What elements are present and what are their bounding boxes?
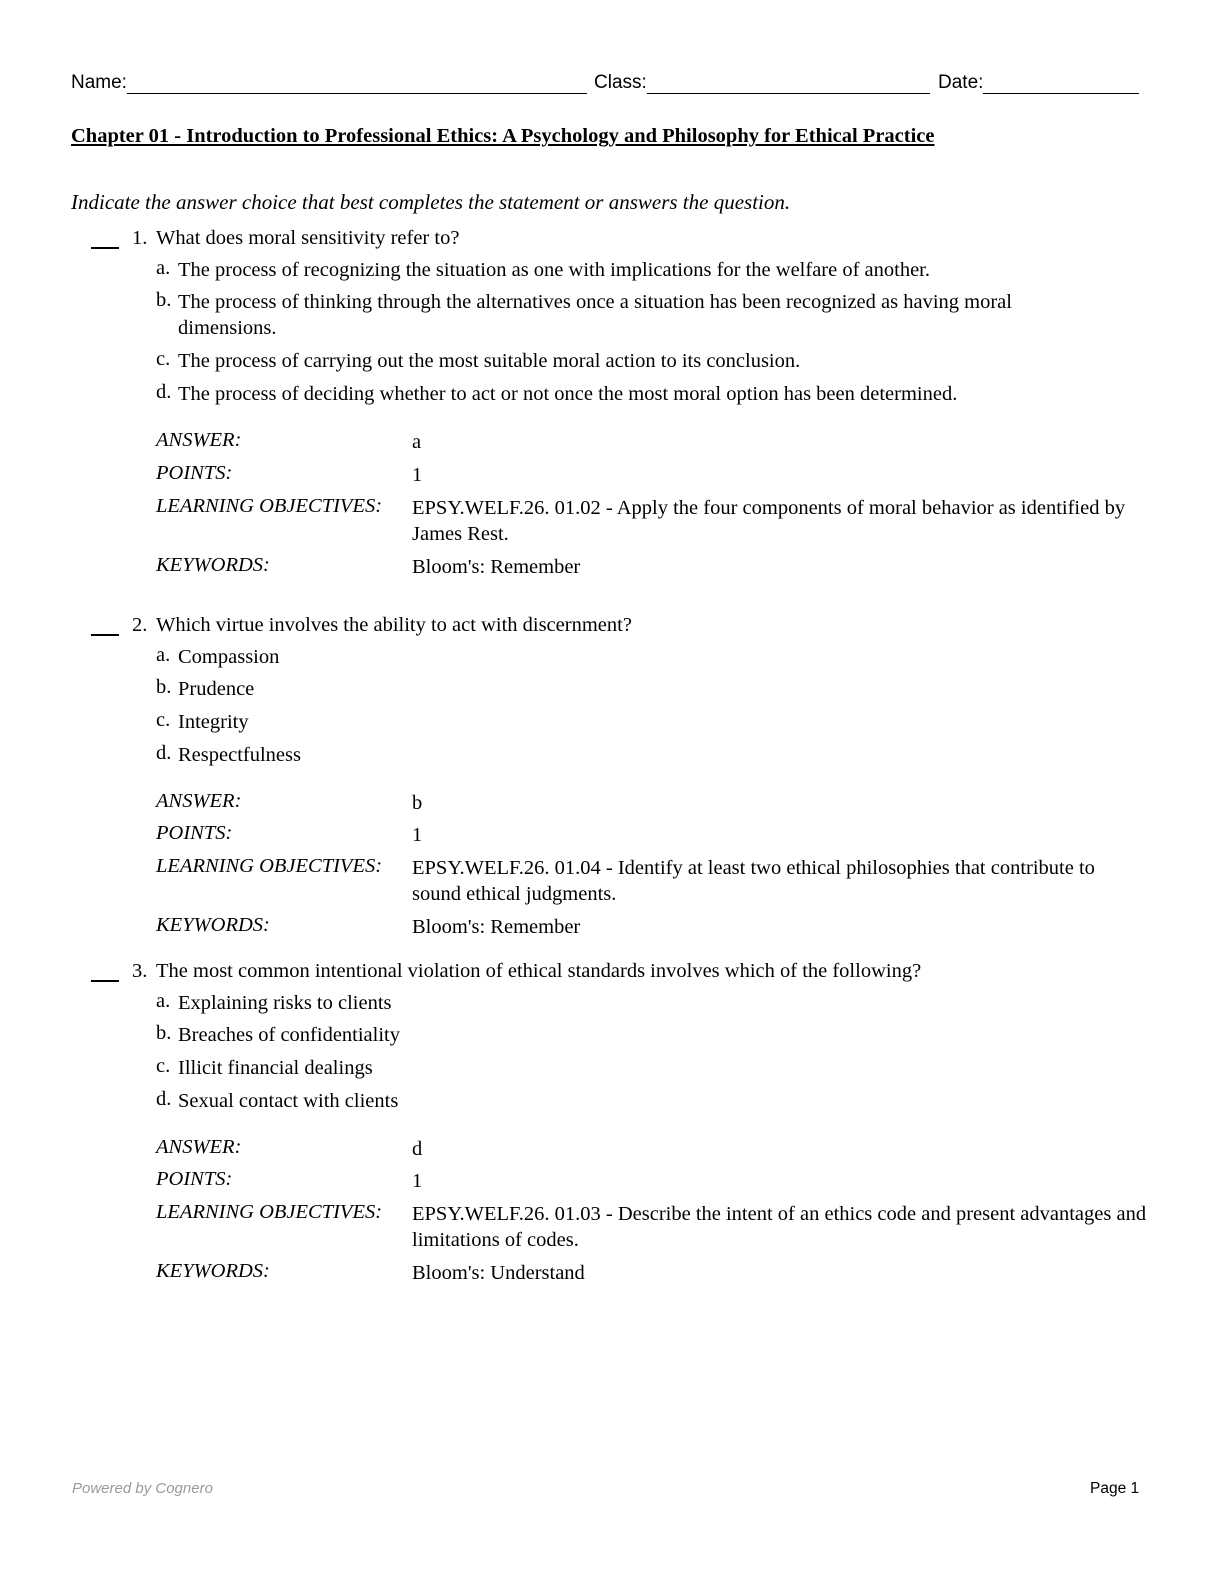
answer-label: ANSWER: xyxy=(156,790,242,812)
learning-objectives-label: LEARNING OBJECTIVES: xyxy=(156,855,383,877)
choice-letter: d. xyxy=(156,381,172,403)
page-number: Page 1 xyxy=(1090,1480,1140,1497)
choice-text: Prudence xyxy=(178,678,255,700)
choice-letter: c. xyxy=(156,1055,171,1077)
choice-text: The process of recognizing the situation as one with implications for the welfare of another. xyxy=(178,259,931,281)
keywords-label: KEYWORDS: xyxy=(156,554,270,576)
choice-letter: d. xyxy=(156,742,172,764)
points-value: 1 xyxy=(412,1170,423,1192)
choice-letter: b. xyxy=(156,1022,172,1044)
class-blank xyxy=(647,73,930,94)
question-text: What does moral sensitivity refer to? xyxy=(156,227,460,249)
points-value: 1 xyxy=(412,464,423,486)
keywords-label: KEYWORDS: xyxy=(156,1260,270,1282)
choice-letter: b. xyxy=(156,289,172,311)
choice-letter: a. xyxy=(156,257,171,279)
points-label: POINTS: xyxy=(156,1168,233,1190)
choice-letter: d. xyxy=(156,1088,172,1110)
choice-letter: c. xyxy=(156,709,171,731)
student-info-header xyxy=(71,72,1141,98)
learning-objectives-value: EPSY.WELF.26. 01.02 - Apply the four components of moral behavior as identified by James Rest. xyxy=(412,497,1126,545)
keywords-value: Bloom's: Remember xyxy=(412,916,581,938)
name-field xyxy=(71,72,587,94)
keywords-label: KEYWORDS: xyxy=(156,914,270,936)
chapter-title: Chapter 01 - Introduction to Professional Ethics: A Psychology and Philosophy for Ethical Practice xyxy=(71,125,935,147)
powered-by-footer: Powered by Cognero xyxy=(72,1480,213,1497)
instructions: Indicate the answer choice that best completes the statement or answers the question. xyxy=(71,190,791,214)
choice-text: Illicit financial dealings xyxy=(178,1057,373,1079)
answer-value: b xyxy=(412,792,423,814)
date-field xyxy=(938,72,1139,94)
question-text: The most common intentional violation of ethical standards involves which of the following? xyxy=(156,960,922,982)
choice-text: The process of deciding whether to act or not once the most moral option has been determined. xyxy=(178,383,958,405)
date-label: Date: xyxy=(938,72,984,93)
choice-letter: c. xyxy=(156,348,171,370)
learning-objectives-value: EPSY.WELF.26. 01.04 - Identify at least two ethical philosophies that contribute to sound ethical judgments. xyxy=(412,857,1095,905)
points-value: 1 xyxy=(412,824,423,846)
answer-value: a xyxy=(412,431,422,453)
answer-label: ANSWER: xyxy=(156,1136,242,1158)
choice-text: Sexual contact with clients xyxy=(178,1090,399,1112)
choice-text: The process of carrying out the most suitable moral action to its conclusion. xyxy=(178,350,801,372)
name-label: Name: xyxy=(71,72,127,93)
answer-value: d xyxy=(412,1138,423,1160)
learning-objectives-label: LEARNING OBJECTIVES: xyxy=(156,495,383,517)
question-number: 3. xyxy=(132,960,148,982)
learning-objectives-value: EPSY.WELF.26. 01.03 - Describe the intent of an ethics code and present advantages and limitations of codes. xyxy=(412,1203,1147,1251)
keywords-value: Bloom's: Understand xyxy=(412,1262,585,1284)
learning-objectives-label: LEARNING OBJECTIVES: xyxy=(156,1201,383,1223)
choice-text: The process of thinking through the alternatives once a situation has been recognized as having moral dimensions. xyxy=(178,291,1012,339)
choice-letter: a. xyxy=(156,990,171,1012)
choice-letter: a. xyxy=(156,644,171,666)
choice-text: Explaining risks to clients xyxy=(178,992,392,1014)
question-text: Which virtue involves the ability to act with discernment? xyxy=(156,614,632,636)
answer-blank xyxy=(91,634,119,636)
choice-text: Integrity xyxy=(178,711,249,733)
choice-text: Respectfulness xyxy=(178,744,301,766)
answer-label: ANSWER: xyxy=(156,429,242,451)
choice-text: Compassion xyxy=(178,646,280,668)
answer-blank xyxy=(91,980,119,982)
question-number: 1. xyxy=(132,227,148,249)
date-blank xyxy=(983,73,1139,94)
points-label: POINTS: xyxy=(156,822,233,844)
answer-blank xyxy=(91,247,119,249)
choice-text: Breaches of confidentiality xyxy=(178,1024,400,1046)
class-field xyxy=(594,72,930,94)
choice-letter: b. xyxy=(156,676,172,698)
keywords-value: Bloom's: Remember xyxy=(412,556,581,578)
name-blank xyxy=(127,73,587,94)
question-number: 2. xyxy=(132,614,148,636)
class-label: Class: xyxy=(594,72,647,93)
points-label: POINTS: xyxy=(156,462,233,484)
